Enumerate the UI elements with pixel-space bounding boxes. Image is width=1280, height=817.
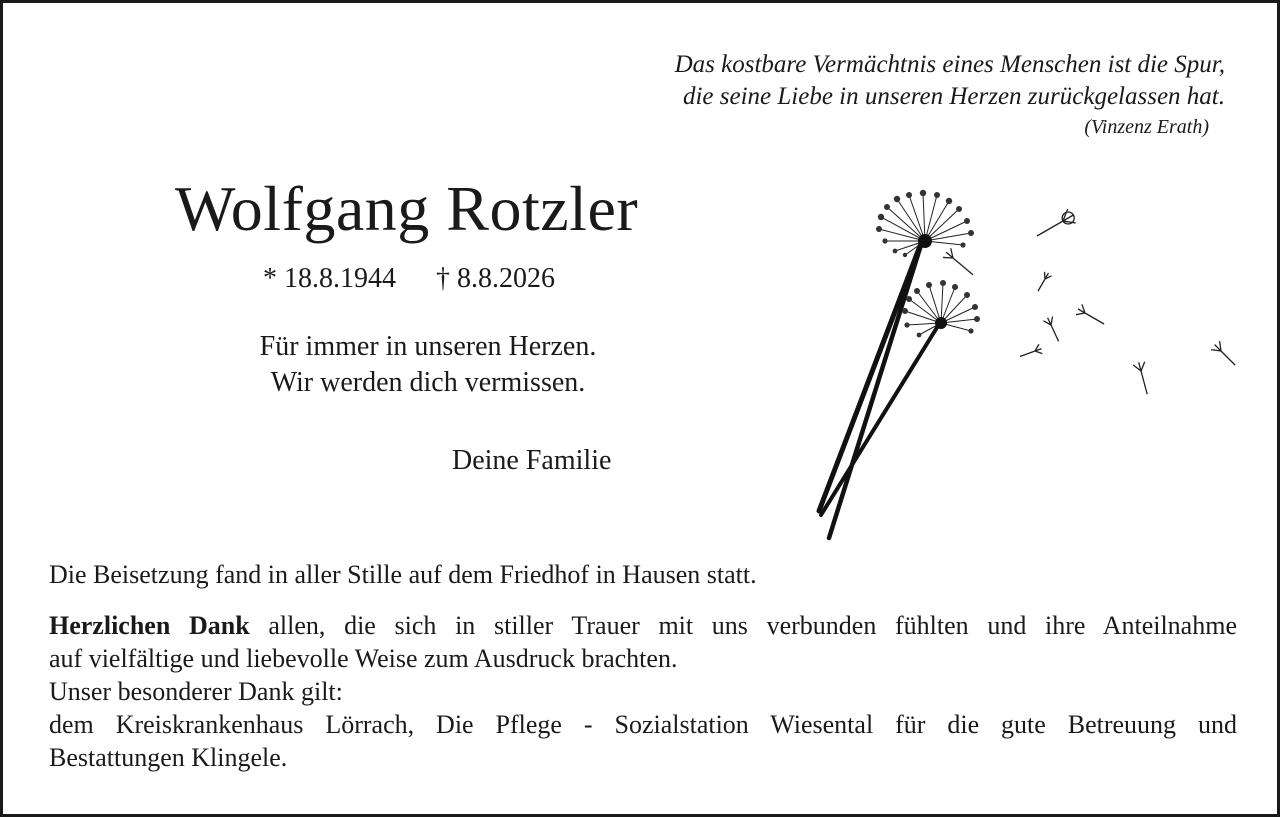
memorial-motto — [183, 329, 673, 401]
motto-line-1: Für immer in unseren Herzen. — [259, 331, 597, 362]
life-dates — [263, 261, 555, 297]
death-date: † 8.8.2026 — [436, 263, 555, 294]
flying-seeds — [942, 208, 1239, 396]
family-signature: Deine Familie — [452, 445, 612, 476]
deceased-name: Wolfgang Rotzler — [175, 173, 639, 244]
dandelion-head-upper — [876, 190, 974, 257]
thanks-line-3: Unser besonderer Dank gilt: — [49, 677, 343, 706]
quote-line-2: die seine Liebe in unseren Herzen zurückgelassen hat. — [682, 83, 1225, 110]
quote-author: (Vinzenz Erath) — [1084, 116, 1209, 138]
birth-date: * 18.8.1944 — [263, 263, 396, 294]
thanks-line-4: dem Kreiskrankenhaus Lörrach, Die Pflege - Sozialstation Wiesental für die gute Betreuung und — [49, 710, 1237, 739]
memorial-quote — [675, 49, 1225, 141]
thanks-section — [49, 609, 1237, 774]
dandelion-icon — [793, 183, 1253, 543]
thanks-line-2: auf vielfältige und liebevolle Weise zum Ausdruck brachten. — [49, 644, 678, 673]
thanks-line-1-text: allen, die sich in stiller Trauer mit uns verbunden fühlten und ihre Anteilnahme — [249, 611, 1237, 640]
thanks-heading: Herzlichen Dank — [49, 611, 250, 640]
dandelion-head-lower — [902, 280, 980, 337]
thanks-line-1 — [49, 609, 1237, 642]
burial-notice: Die Beisetzung fand in aller Stille auf dem Friedhof in Hausen statt. — [49, 560, 757, 589]
thanks-line-5: Bestattungen Klingele. — [49, 743, 288, 772]
motto-line-2: Wir werden dich vermissen. — [270, 367, 586, 398]
quote-line-1: Das kostbare Vermächtnis eines Menschen ist die Spur, — [674, 51, 1225, 78]
